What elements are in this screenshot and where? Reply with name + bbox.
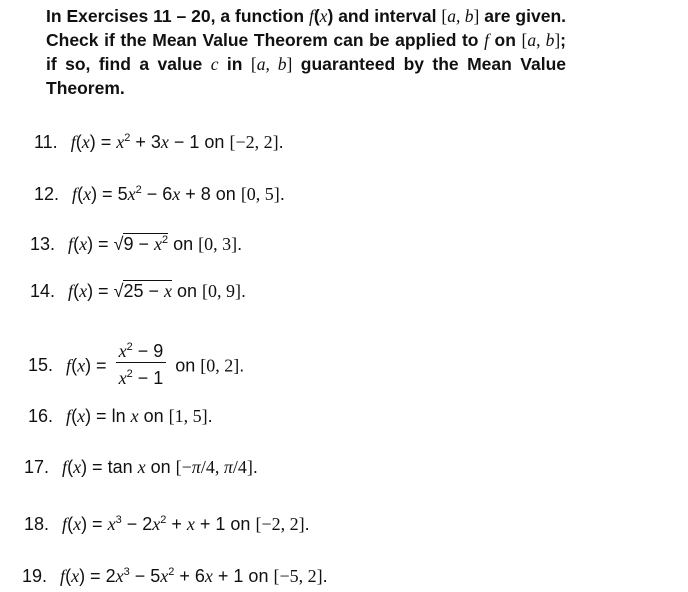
exercise-number: 14. xyxy=(30,281,56,301)
exercise-number: 16. xyxy=(28,406,54,426)
exercise-expression: f(x) = ln x on [1, 5]. xyxy=(66,406,213,426)
exercise-12 xyxy=(34,175,285,205)
exercise-number: 17. xyxy=(24,457,50,477)
exercise-13 xyxy=(30,225,242,255)
exercise-number: 13. xyxy=(30,234,56,254)
fraction: $\frac{x^2 - 9}{x^2 - 1}$ xyxy=(116,336,167,389)
exercise-expression: $f(x) = 2x^3 - 5x^2 + 6x + 1$ on [−5, 2]. xyxy=(60,566,328,586)
exercise-expression: $f(x) = x^3 - 2x^2 + x + 1$ on [−2, 2]. xyxy=(62,514,310,534)
exercise-14 xyxy=(30,276,246,306)
exercise-11 xyxy=(34,123,284,153)
exercise-17 xyxy=(24,452,258,482)
exercise-16 xyxy=(28,401,213,431)
exercise-expression: f(x) = √25 − x on [0, 9]. xyxy=(68,281,247,301)
exercise-expression: f(x) = xyxy=(66,355,107,376)
exercise-number: 15. xyxy=(28,355,54,376)
exercise-15: 15. f(x) = $\frac{x^2 - 9}{x^2 - 1}$ on [0, 2]. xyxy=(28,340,244,370)
exercise-number: 19. xyxy=(22,566,48,586)
exercise-18 xyxy=(24,505,310,535)
exercise-number: 11. xyxy=(34,132,58,152)
exercise-19 xyxy=(22,557,328,587)
exercise-expression: $f(x) = 5x^2 - 6x + 8$ on [0, 5]. xyxy=(72,184,285,204)
exercise-number: 18. xyxy=(24,514,50,534)
exercise-expression: $f(x) = √9 - x^2$ on [0, 3]. xyxy=(68,234,243,254)
exercise-expression: $f(x) = x^2 + 3x - 1$ on [−2, 2]. xyxy=(70,132,284,152)
exercise-expression: f(x) = tan x on [−π/4, π/4]. xyxy=(62,457,258,477)
exercise-number: 12. xyxy=(34,184,60,204)
exercise-instructions: In Exercises 11 – 20, a function f(x) and interval [a, b] are given. Check if the Mean Value Theorem can be applied to f on [a, b]; if so, find a value c in [a, b] guaranteed by the Mean Value Theorem. xyxy=(46,6,566,98)
